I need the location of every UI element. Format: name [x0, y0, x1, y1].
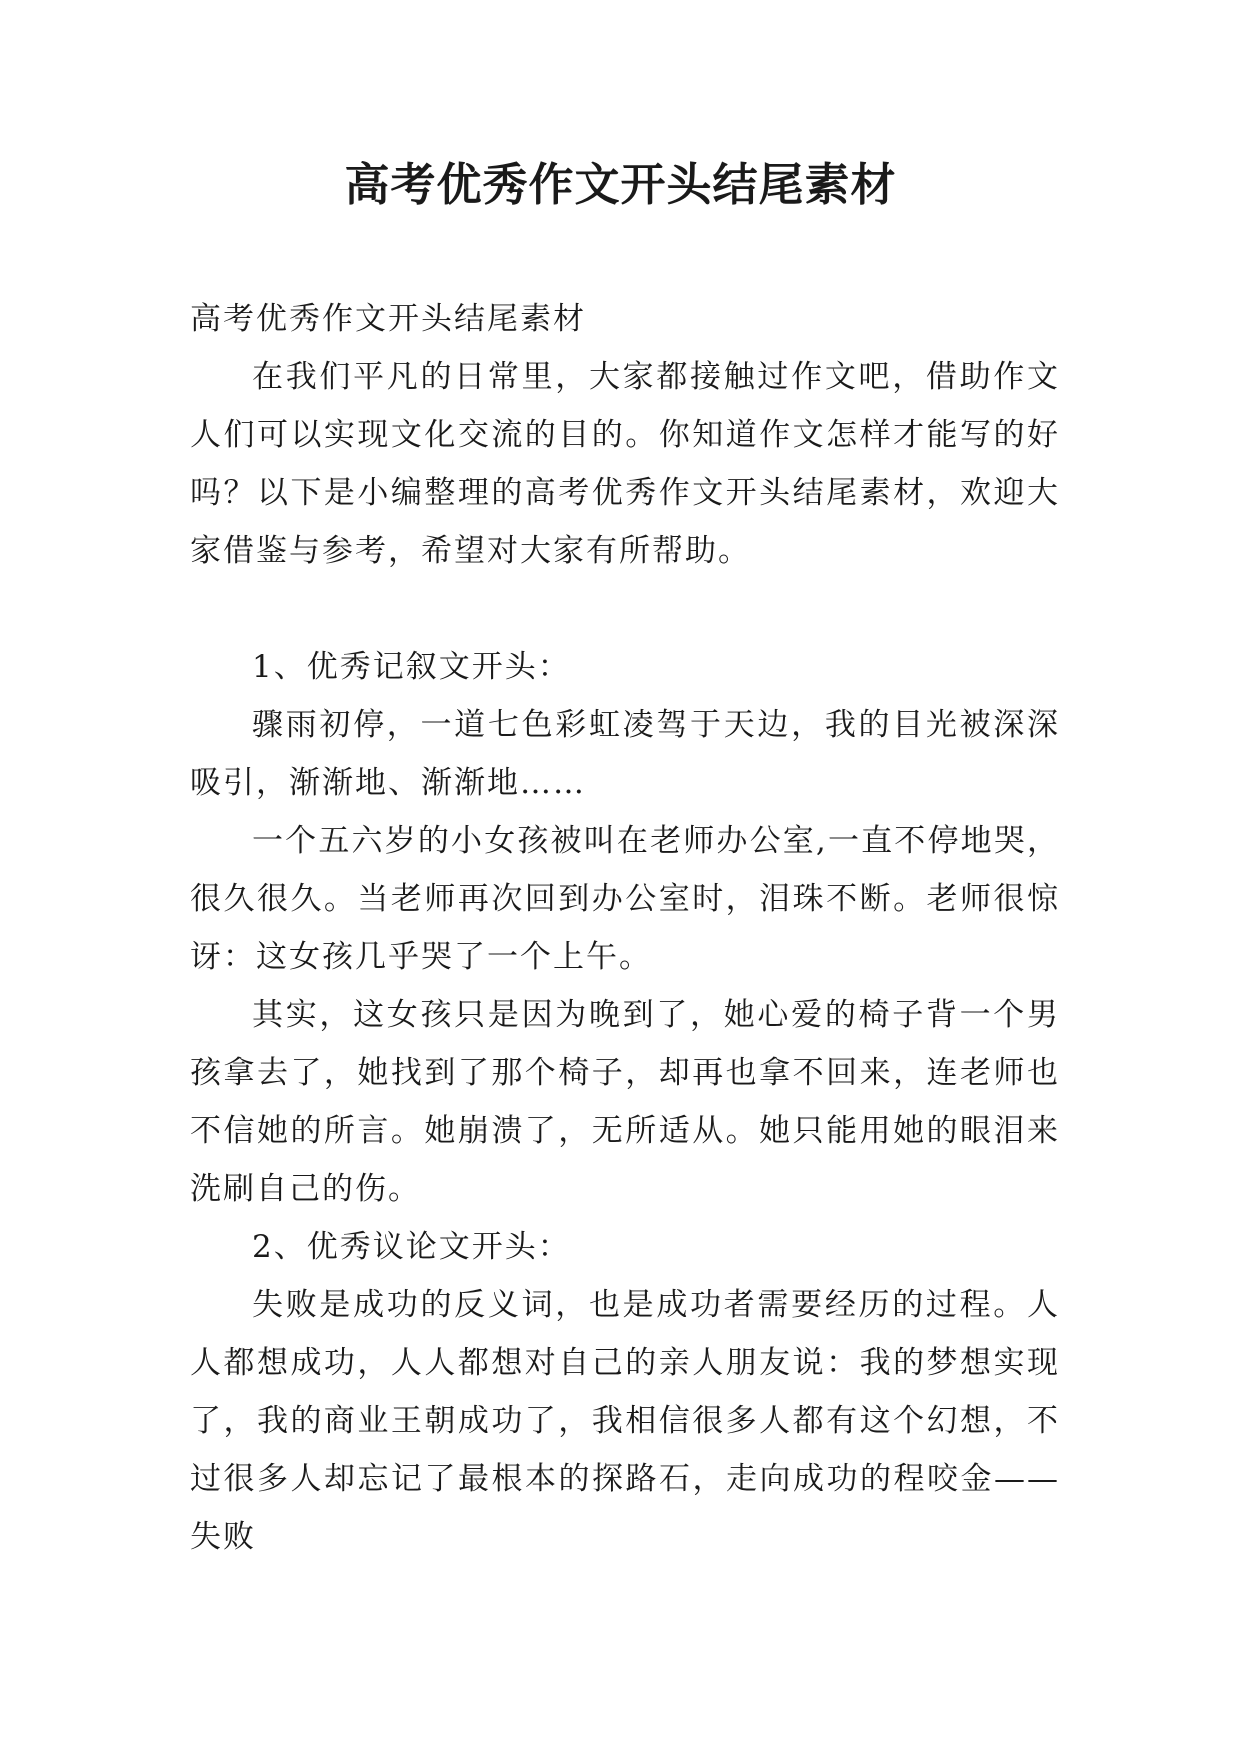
- document-title: 高考优秀作文开头结尾素材: [344, 158, 897, 211]
- argumentative-paragraph-1: 失败是成功的反义词，也是成功者需要经历的过程。人人都想成功，人人都想对自己的亲人朋友说：我的梦想实现了，我的商业王朝成功了，我相信很多人都有这个幻想，不过很多人却忘记了最根本的探路石，走向成功的程咬金——失败: [190, 1287, 1060, 1555]
- narrative-paragraph-3: 其实，这女孩只是因为晚到了，她心爱的椅子背一个男孩拿去了，她找到了那个椅子，却再也拿不回来，连老师也不信她的所言。她崩溃了，无所适从。她只能用她的眼泪来洗刷自己的伤。: [190, 997, 1060, 1207]
- section-heading-narrative: 1、优秀记叙文开头：: [252, 649, 571, 685]
- narrative-paragraph-1: 骤雨初停，一道七色彩虹凌驾于天边，我的目光被深深吸引，渐渐地、渐渐地……: [190, 707, 1060, 801]
- narrative-paragraph-2: 一个五六岁的小女孩被叫在老师办公室,一直不停地哭，很久很久。当老师再次回到办公室时，泪珠不断。老师很惊讶：这女孩几乎哭了一个上午。: [190, 823, 1060, 975]
- paragraph-spacer: [190, 580, 1060, 638]
- intro-paragraph: 在我们平凡的日常里，大家都接触过作文吧，借助作文人们可以实现文化交流的目的。你知道作文怎样才能写的好吗？以下是小编整理的高考优秀作文开头结尾素材，欢迎大家借鉴与参考，希望对大家有所帮助。: [190, 359, 1060, 569]
- body-heading: 高考优秀作文开头结尾素材: [190, 301, 586, 337]
- section-heading-argumentative: 2、优秀议论文开头：: [252, 1229, 571, 1265]
- document-body: [190, 290, 1060, 1566]
